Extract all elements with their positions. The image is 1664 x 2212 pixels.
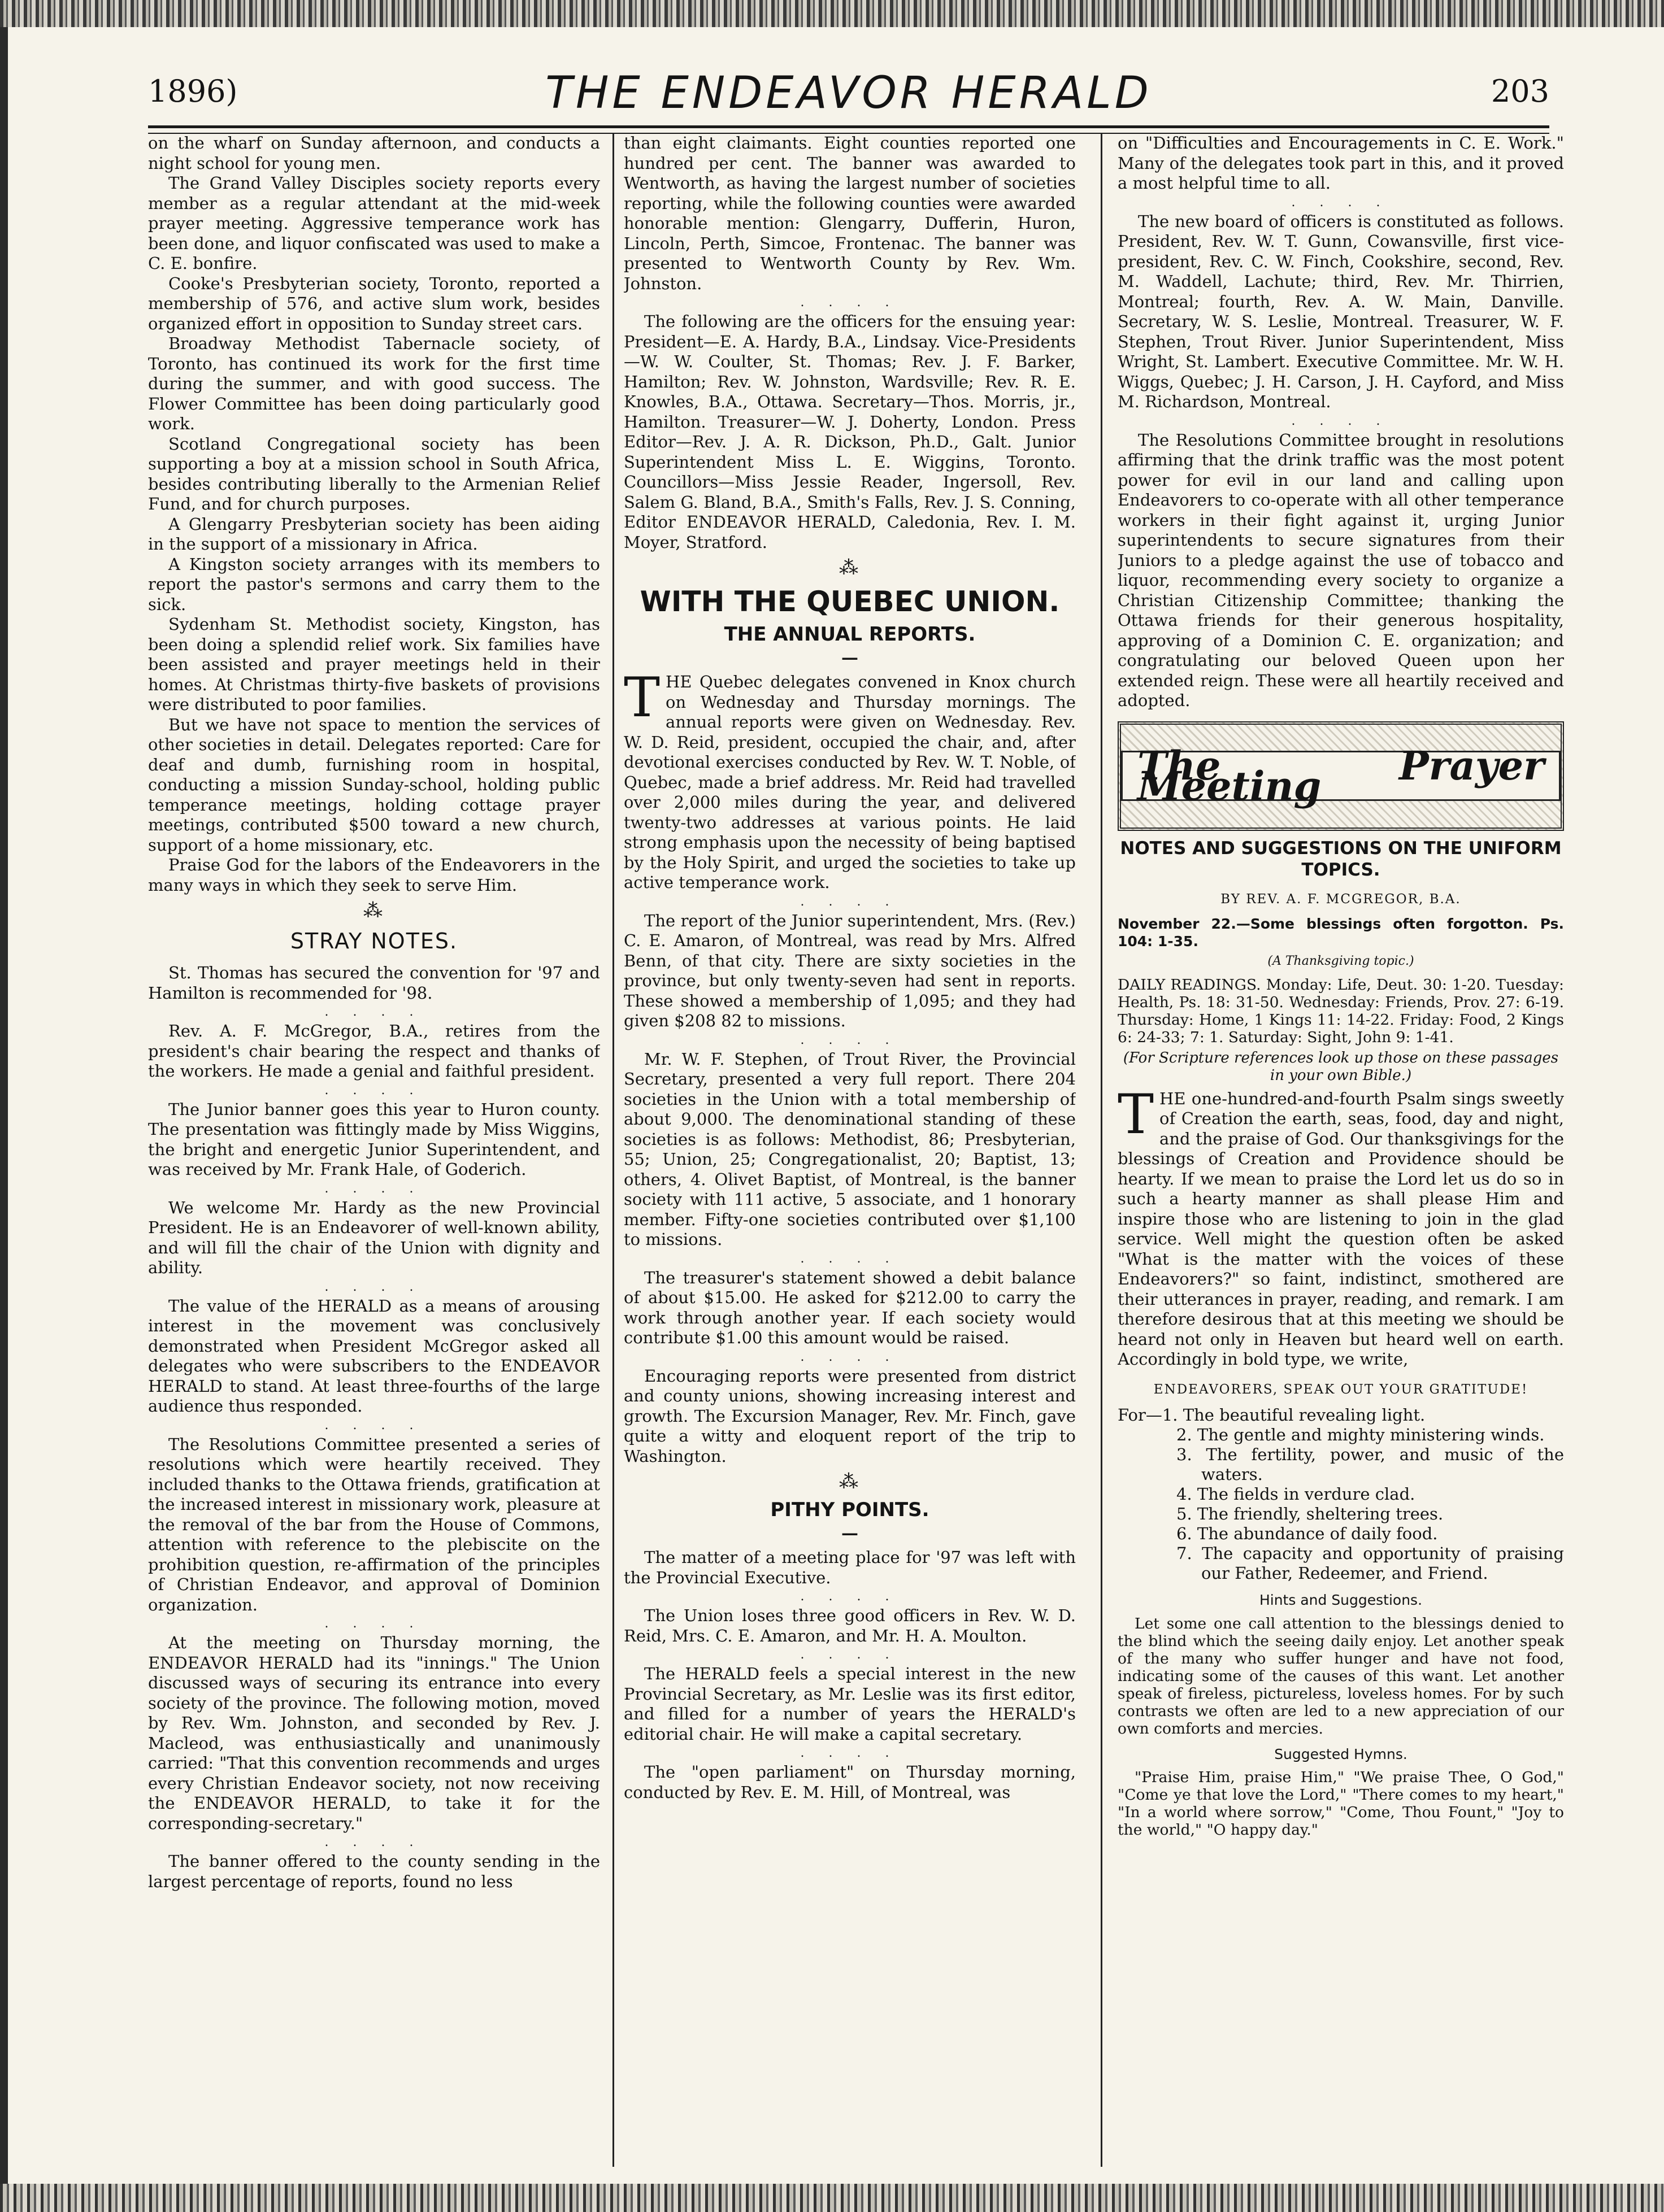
byline: BY REV. A. F. MCGREGOR, B.A. — [1220, 891, 1461, 907]
list-item: 2. The gentle and mighty ministering winds. — [1176, 1425, 1545, 1444]
separator-dots: . . . . — [324, 1005, 424, 1019]
heading-dash: — — [841, 648, 858, 668]
paragraph: The Resolutions Committee presented a series of resolutions which were heartily received. They included thanks to the Ottawa friends, gratification at the increased interest in missionary work, pleasure at the removal of the bar from the House of Commons, attention with reference to the plebiscite on the prohibition question, re-affirmation of the principles of Christian Endeavor, and approval of Dominion organization. — [148, 1434, 600, 1614]
paragraph: Rev. A. F. McGregor, B.A., retires from the president's chair bearing the respect and thanks of the workers. He made a genial and faithful president. — [148, 1021, 600, 1081]
paragraph: A Kingston society arranges with its members to report the pastor's sermons and carry them to the sick. — [148, 554, 600, 614]
paragraph — [624, 666, 1076, 893]
paragraph: We welcome Mr. Hardy as the new Provincial President. He is an Endeavorer of well-known ability, and will fill the chair of the Union with dignity and ability. — [148, 1198, 600, 1277]
separator-dots: . . . . — [800, 894, 900, 909]
paragraph: The Union loses three good officers in Rev. W. D. Reid, Mrs. C. E. Amaron, and Mr. H. A. Moulton. — [624, 1606, 1076, 1645]
paragraph: Cooke's Presbyterian society, Toronto, reported a membership of 576, and active slum work, besides organized effort in opposition to Sunday street cars. — [148, 273, 600, 333]
section-heading: STRAY NOTES. — [290, 929, 458, 953]
list-item: 4. The fields in verdure clad. — [1176, 1484, 1415, 1504]
prayer-meeting-banner — [1118, 721, 1564, 831]
paragraph: But we have not space to mention the services of other societies in detail. Delegates reported: Care for deaf and dumb, furnishing room in hospital, conducting a mission Sunday-school, holding public temperance meetings, holding cottage prayer meetings, contributed $500 toward a new church, support of a home missionary, etc. — [148, 715, 600, 855]
newspaper-title: THE ENDEAVOR HERALD — [545, 68, 1152, 119]
paragraph: Mr. W. F. Stephen, of Trout River, the Provincial Secretary, presented a very full report. There 204 societies in the Union with a total membership of about 9,000. The denominational standing of these societies is as follows: Methodist, 86; Presbyterian, 55; Union, 25; Congregationalist, 20; Baptist, 13; others, 4. Olivet Baptist, of Montreal, is the banner society with 111 active, 5 associate, and 1 honorary member. Fifty-one societies contributed over $1,100 to missions. — [624, 1049, 1076, 1249]
paragraph: The new board of officers is constituted as follows. President, Rev. W. T. Gunn, Cowansville, first vice-president, Rev. C. W. Finch, Cookshire, second, Rev. M. Waddell, Lachute; third, Rev. Mr. Thirrien, Montreal; fourth, Rev. A. W. Main, Danville. Secretary, W. S. Leslie, Montreal. Treasurer, W. F. Stephen, Trout River. Junior Superintendent, Miss Wright, St. Lambert. Executive Committee. Mr. W. H. Wiggs, Quebec; J. H. Carson, J. H. Cayford, and Miss M. Richardson, Montreal. — [1118, 211, 1564, 411]
section-heading: PITHY POINTS. — [770, 1499, 929, 1521]
hymns-text: "Praise Him, praise Him," "We praise Thee, O God," "Come ye that love the Lord," "There comes to my heart," "In a world where sorrow," "Come, Thou Fount," "Joy to the world," "O happy day." — [1118, 1769, 1564, 1839]
paragraph — [1118, 1082, 1564, 1370]
section-heading: NOTES AND SUGGESTIONS ON THE UNIFORM TOPICS. — [1120, 838, 1562, 880]
paragraph: The Grand Valley Disciples society reports every member as a regular attendant at the mid-week prayer meeting. Aggressive temperance work has been done, and liquor confiscated was used to make a C. E. bonfire. — [148, 173, 600, 273]
banner-title: The Prayer Meeting — [1121, 751, 1561, 801]
lesson-note: (A Thanksgiving topic.) — [1267, 954, 1414, 968]
page-header — [148, 68, 1549, 124]
paragraph: The banner offered to the county sending in the largest percentage of reports, found no less — [148, 1852, 600, 1891]
page-number: 203 — [1491, 73, 1549, 109]
column-3 — [1118, 133, 1564, 2167]
scan-border-bottom — [0, 2184, 1664, 2212]
paragraph-text: HE one-hundred-and-fourth Psalm sings sweetly of Creation the earth, seas, food, day and night, and the praise of God. Our thanksgivings for the blessings of Creation and Providence should be hearty. If we mean to praise the Lord let us do so in such a hearty manner as shall please Him and inspire those who are listening to join in the glad service. Well might the question often be asked "What is the matter with the voices of these Endeavorers?" so faint, indistinct, smothered are their utterances in prayer, reading, and remark. I am therefore desirous that at this meeting we should be heard not only in Heaven but heard well on earth. Accordingly in bold type, we write, — [1118, 1088, 1564, 1369]
paragraph: The HERALD feels a special interest in the new Provincial Secretary, as Mr. Leslie was its first editor, and filled for a number of years the HERALD's editorial chair. He will make a capital secretary. — [624, 1664, 1076, 1744]
separator-dots: . . . . — [800, 1033, 900, 1047]
drop-cap: T — [624, 666, 661, 729]
paragraph: St. Thomas has secured the convention for '97 and Hamilton is recommended for '98. — [148, 963, 600, 1003]
separator-dots: . . . . — [800, 1349, 900, 1364]
article-subheading: THE ANNUAL REPORTS. — [724, 623, 976, 646]
separator-dots: . . . . — [324, 1418, 424, 1432]
separator-dots: . . . . — [324, 1279, 424, 1294]
blessings-list — [1118, 1405, 1564, 1583]
separator-dots: . . . . — [1291, 195, 1391, 210]
paragraph: Broadway Methodist Tabernacle society, of Toronto, has continued its work for the first time during the summer, and with good success. The Flower Committee has been doing particularly good work. — [148, 334, 600, 433]
list-item: For—1. The beautiful revealing light. — [1118, 1405, 1426, 1425]
separator-dots: . . . . — [800, 1746, 900, 1760]
hints-heading: Hints and Suggestions. — [1259, 1592, 1423, 1608]
separator-dots: . . . . — [324, 1083, 424, 1098]
paragraph: Sydenham St. Methodist society, Kingston, has been doing a splendid relief work. Six families have been assisted and prayer meetings held in their homes. At Christmas thirty-five baskets of provisions were distributed to poor families. — [148, 615, 600, 714]
paragraph: Praise God for the labors of the Endeavorers in the many ways in which they seek to serve Him. — [148, 855, 600, 895]
drop-cap: T — [1118, 1082, 1154, 1146]
list-item: 5. The friendly, sheltering trees. — [1176, 1504, 1444, 1523]
scripture-note: (For Scripture references look up those on these passages in your own Bible.) — [1123, 1049, 1559, 1084]
daily-readings: DAILY READINGS. Monday: Life, Deut. 30: 1-20. Tuesday: Health, Ps. 18: 31-50. Wednesday: Friends, Prov. 27: 6-19. Thursday: Home, 1 Kings 11: 14-22. Friday: Food, 2 Kings 6: 24-33; 7: 1. Saturday: Sight, John 9: 1-41. — [1118, 976, 1564, 1046]
paragraph: The treasurer's statement showed a debit balance of about $15.00. He asked for $212.00 to carry the work through another year. If each society would contribute $1.00 this amount would be raised. — [624, 1268, 1076, 1347]
ornament-divider: ⁂ — [839, 1470, 861, 1493]
paragraph: The value of the HERALD as a means of arousing interest in the movement was conclusively demonstrated when President McGregor asked all delegates who were subscribers to the ENDEAVOR HERALD to stand. At least three-fourths of the large audience thus responded. — [148, 1296, 600, 1416]
separator-dots: . . . . — [1291, 413, 1391, 428]
paragraph: The Resolutions Committee brought in resolutions affirming that the drink traffic was the most potent power for evil in our land and calling upon Endeavorers to co-operate with all other temperance workers in their fight against it, urging Junior superintendents to secure signatures from their Juniors to a pledge against the use of tobacco and liquor, recommending every society to organize a Christian Citizenship Committee; thanking the Ottawa friends for their generous hospitality, approving of a Dominion C. E. organization; and congratulating our beloved Queen upon her extended reign. These were all heartily received and adopted. — [1118, 430, 1564, 710]
hints-text: Let some one call attention to the blessings denied to the blind which the seeing daily enjoy. Let another speak of the many who suffer hunger and have not food, indicating some of the causes of this want. Let another speak of fireless, pictureless, loveless homes. For by such contrasts we often are led to a new appreciation of our own comforts and mercies. — [1118, 1614, 1564, 1738]
separator-dots: . . . . — [800, 1590, 900, 1604]
paragraph: The Junior banner goes this year to Huron county. The presentation was fittingly made by Miss Wiggins, the bright and energetic Junior Superintendent, and was received by Mr. Frank Hale, of Goderich. — [148, 1099, 600, 1179]
paragraph: on "Difficulties and Encouragements in C. E. Work." Many of the delegates took part in this, and it proved a most helpful time to all. — [1118, 133, 1564, 193]
header-rule — [148, 125, 1549, 134]
column-1 — [148, 133, 600, 2167]
hymns-heading: Suggested Hymns. — [1274, 1745, 1407, 1762]
page-year: 1896) — [148, 73, 238, 109]
paragraph: The report of the Junior superintendent, Mrs. (Rev.) C. E. Amaron, of Montreal, was read by Mrs. Alfred Benn, of that city. There are sixty societies in the province, but only twenty-seven had sent in reports. These showed a membership of 1,095; and they had given $208 82 to missions. — [624, 911, 1076, 1030]
ornament-divider: ⁂ — [363, 899, 385, 922]
paragraph: At the meeting on Thursday morning, the ENDEAVOR HERALD had its "innings." The Union discussed ways of securing its entrance into every society of the province. The following motion, moved by Rev. Wm. Johnston, and seconded by Rev. J. Macleod, was enthusiastically and unanimously carried: "That this convention recommends and urges every Christian Endeavor society, not now receiving the ENDEAVOR HERALD, to take it for the corresponding-secretary." — [148, 1633, 600, 1833]
paragraph-text: HE Quebec delegates convened in Knox church on Wednesday and Thursday mornings. The annual reports were given on Wednesday. Rev. W. D. Reid, president, occupied the chair, and, after devotional exercises conducted by Rev. W. T. Noble, of Quebec, made a brief address. Mr. Reid had travelled over 2,000 miles during the year, and delivered twenty-two addresses at various points. He laid strong emphasis upon the necessity of being baptised by the Holy Spirit, and urged the societies to take up active temperance work. — [624, 672, 1076, 892]
paragraph: than eight claimants. Eight counties reported one hundred per cent. The banner was awarded to Wentworth, as having the largest number of societies reporting, while the following counties were awarded honorable mention: Glengarry, Dufferin, Huron, Lincoln, Perth, Simcoe, Frontenac. The banner was presented to Wentworth County by Rev. Wm. Johnston. — [624, 133, 1076, 293]
separator-dots: . . . . — [324, 1617, 424, 1631]
lesson-title: November 22.—Some blessings often forgotton. Ps. 104: 1-35. — [1118, 916, 1564, 950]
column-divider — [612, 133, 614, 2167]
list-item: 3. The fertility, power, and music of the waters. — [1176, 1445, 1564, 1484]
heading-dash: — — [841, 1523, 858, 1543]
paragraph: on the wharf on Sunday afternoon, and conducts a night school for young men. — [148, 133, 600, 173]
column-2 — [624, 133, 1076, 2167]
separator-dots: . . . . — [324, 1181, 424, 1196]
paragraph: The "open parliament" on Thursday morning, conducted by Rev. E. M. Hill, of Montreal, was — [624, 1762, 1076, 1802]
separator-dots: . . . . — [800, 1251, 900, 1266]
list-item: 7. The capacity and opportunity of praising our Father, Redeemer, and Friend. — [1176, 1544, 1564, 1583]
exhortation: ENDEAVORERS, SPEAK OUT YOUR GRATITUDE! — [1153, 1382, 1528, 1397]
paragraph: A Glengarry Presbyterian society has been aiding in the support of a missionary in Africa. — [148, 514, 600, 554]
paragraph: Encouraging reports were presented from district and county unions, showing increasing interest and growth. The Excursion Manager, Rev. Mr. Finch, gave quite a witty and eloquent report of the trip to Washington. — [624, 1366, 1076, 1466]
paragraph: The following are the officers for the ensuing year: President—E. A. Hardy, B.A., Lindsay. Vice-Presidents—W. W. Coulter, St. Thomas; Rev. J. F. Barker, Hamilton; Rev. W. Johnston, Wardsville; Rev. R. E. Knowles, B.A., Ottawa. Secretary—Thos. Morris, jr., Hamilton. Treasurer—W. J. Doherty, London. Press Editor—Rev. J. A. R. Dickson, Ph.D., Galt. Junior Superintendent Miss L. E. Wiggins, Toronto. Councillors—Miss Jessie Reader, Ingersoll, Rev. Salem G. Bland, B.A., Smith's Falls, Rev. J. S. Conning, Editor ENDEAVOR HERALD, Caledonia, Rev. I. M. Moyer, Stratford. — [624, 312, 1076, 552]
scan-border-top — [0, 0, 1664, 27]
paragraph: Scotland Congregational society has been supporting a boy at a mission school in South Africa, besides contributing liberally to the Armenian Relief Fund, and for church purposes. — [148, 434, 600, 513]
scan-border-left — [0, 27, 8, 2184]
separator-dots: . . . . — [800, 1648, 900, 1662]
separator-dots: . . . . — [324, 1835, 424, 1849]
separator-dots: . . . . — [800, 295, 900, 310]
paragraph: The matter of a meeting place for '97 was left with the Provincial Executive. — [624, 1548, 1076, 1587]
column-divider — [1101, 133, 1102, 2167]
list-item: 6. The abundance of daily food. — [1176, 1524, 1438, 1543]
article-headline: WITH THE QUEBEC UNION. — [640, 585, 1060, 618]
ornament-divider: ⁂ — [839, 556, 861, 579]
